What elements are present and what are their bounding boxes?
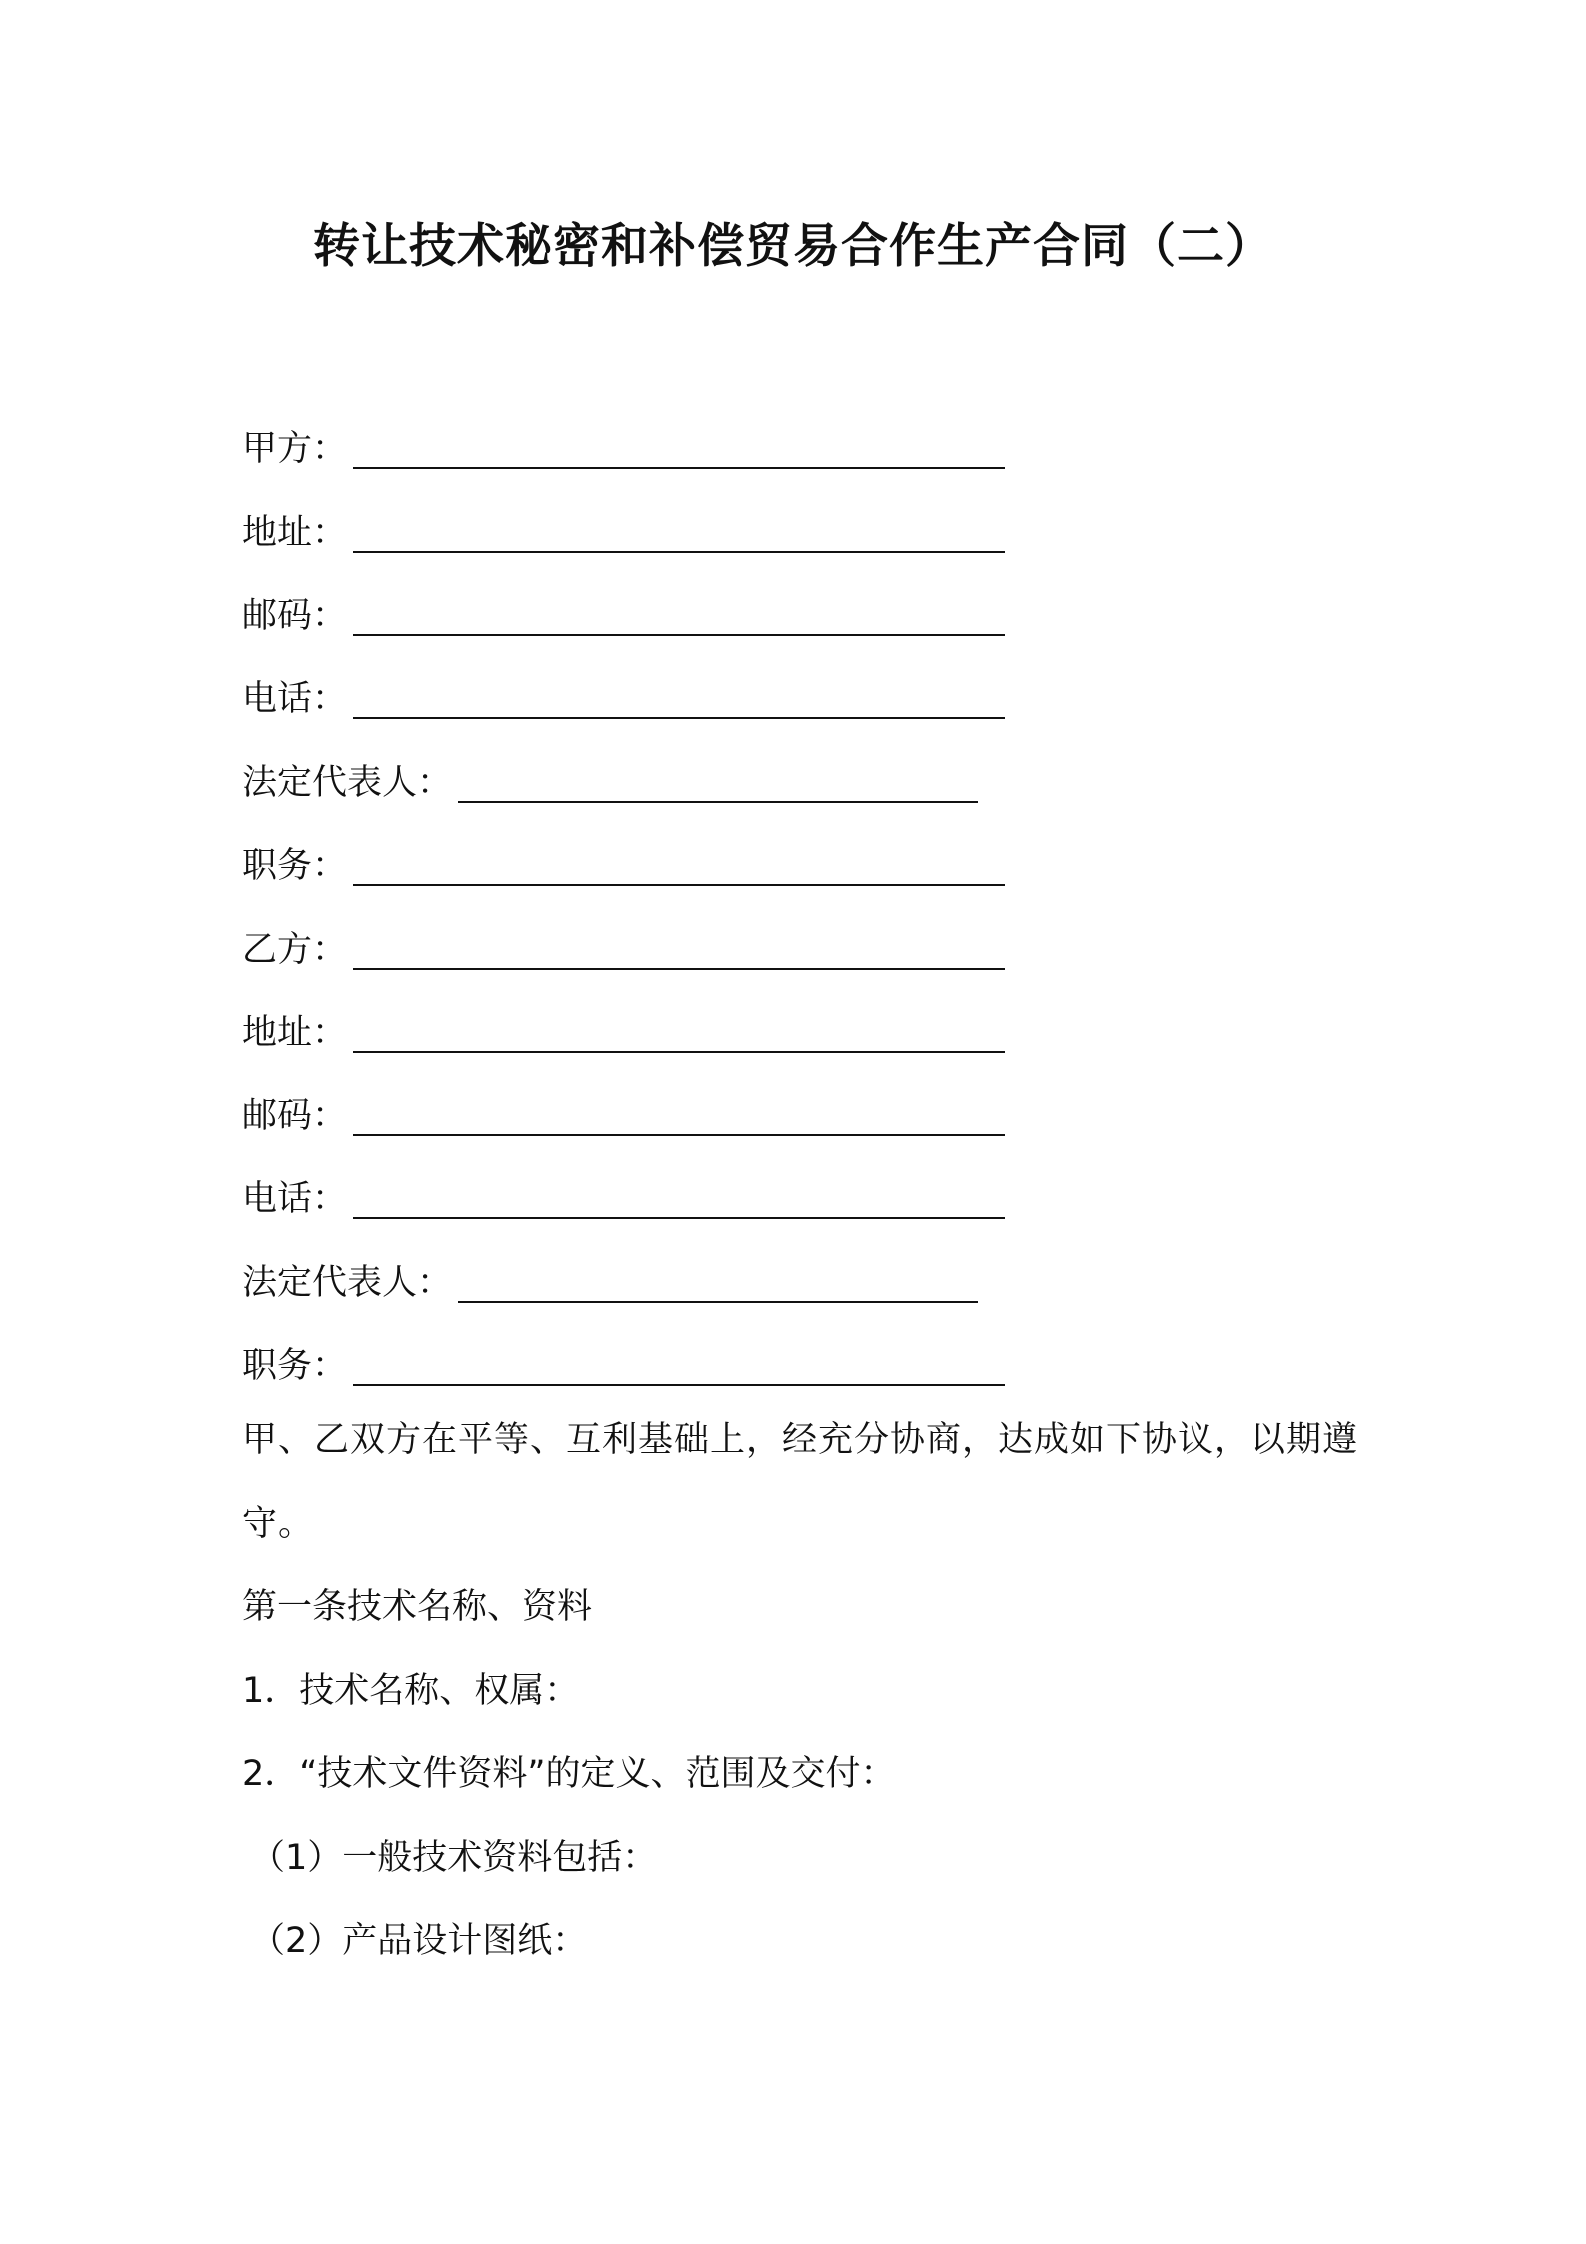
party-a-address-blank[interactable] (353, 511, 1005, 553)
party-a-name-field (242, 413, 1005, 473)
party-a-postcode-label: 邮码： (242, 596, 348, 636)
party-a-postcode-blank[interactable] (353, 594, 1005, 636)
party-b-position-field (242, 1330, 1005, 1390)
document-title: 转让技术秘密和补偿贸易合作生产合同（二） (313, 219, 1273, 274)
party-b-postcode-field (242, 1080, 1005, 1140)
party-a-legal-rep-blank[interactable] (458, 761, 978, 803)
party-b-name-blank[interactable] (353, 928, 1005, 970)
article-1-item-2: 2．“技术文件资料”的定义、范围及交付： (242, 1754, 896, 1794)
party-b-name-field (242, 914, 1005, 974)
article-1-item-2-sub-1: （1）一般技术资料包括： (250, 1838, 658, 1878)
party-b-phone-blank[interactable] (353, 1177, 1005, 1219)
article-1-heading: 第一条技术名称、资料 (242, 1587, 593, 1627)
party-a-position-blank[interactable] (353, 844, 1005, 886)
party-a-phone-blank[interactable] (353, 677, 1005, 719)
party-a-position-field (242, 830, 1005, 890)
party-b-postcode-label: 邮码： (242, 1096, 348, 1136)
party-b-position-blank[interactable] (353, 1344, 1005, 1386)
preamble-paragraph: 甲、乙双方在平等、互利基础上，经充分协商，达成如下协议，以期遵守。 (242, 1420, 1359, 1544)
party-b-address-label: 地址： (242, 1013, 348, 1053)
party-b-postcode-blank[interactable] (353, 1094, 1005, 1136)
party-a-name-blank[interactable] (353, 427, 1005, 469)
party-a-phone-field (242, 663, 1005, 723)
party-b-phone-label: 电话： (242, 1179, 348, 1219)
party-b-address-field (242, 997, 1005, 1057)
party-b-address-blank[interactable] (353, 1011, 1005, 1053)
party-a-legal-rep-label: 法定代表人： (242, 763, 453, 803)
party-b-legal-rep-blank[interactable] (458, 1261, 978, 1303)
party-a-postcode-field (242, 580, 1005, 640)
party-a-legal-rep-field (242, 747, 978, 807)
party-a-position-label: 职务： (242, 846, 348, 886)
article-1-item-2-sub-2: （2）产品设计图纸： (250, 1921, 588, 1961)
party-b-phone-field (242, 1163, 1005, 1223)
party-b-position-label: 职务： (242, 1346, 348, 1386)
party-b-legal-rep-field (242, 1247, 978, 1307)
party-b-legal-rep-label: 法定代表人： (242, 1263, 453, 1303)
party-a-address-label: 地址： (242, 513, 348, 553)
article-1-item-1: 1．技术名称、权属： (242, 1671, 580, 1711)
party-a-phone-label: 电话： (242, 679, 348, 719)
party-a-name-label: 甲方： (242, 429, 348, 469)
party-b-name-label: 乙方： (242, 930, 348, 970)
party-a-address-field (242, 497, 1005, 557)
